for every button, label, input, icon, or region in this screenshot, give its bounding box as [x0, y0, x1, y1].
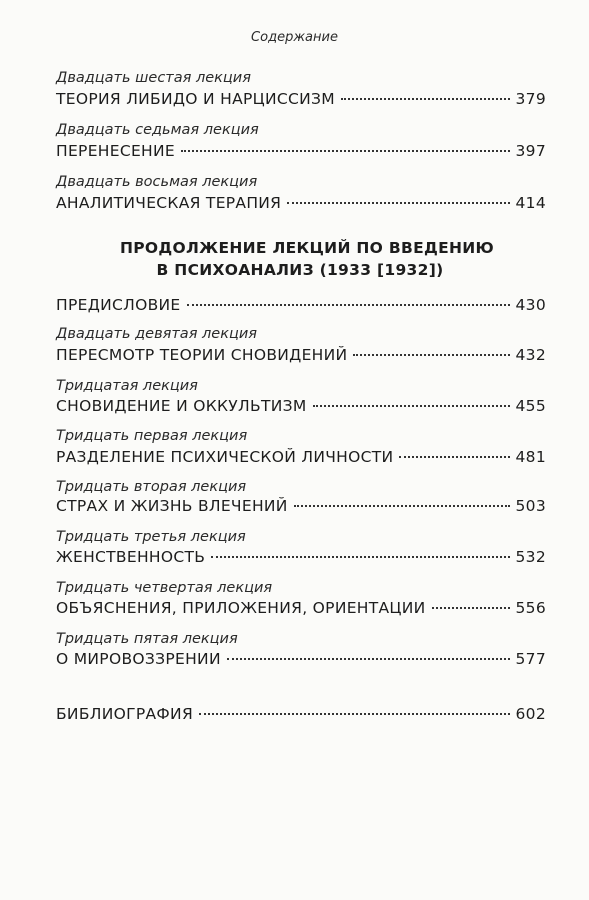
toc-entry-title: ПЕРЕНЕСЕНИЕ	[56, 142, 175, 160]
toc-entry	[56, 296, 546, 314]
toc-subtitle: Двадцать седьмая лекция	[56, 122, 259, 138]
toc-subtitle: Тридцать пятая лекция	[56, 631, 238, 647]
toc-entry-title: СНОВИДЕНИЕ И ОККУЛЬТИЗМ	[56, 397, 307, 415]
toc-entry-page: 577	[515, 650, 546, 668]
toc-entry	[56, 142, 546, 160]
toc-entry	[56, 705, 546, 723]
leader-dots	[294, 505, 510, 507]
toc-entry	[56, 90, 546, 108]
running-header: Содержание	[251, 30, 338, 45]
toc-subtitle: Двадцать шестая лекция	[56, 70, 251, 86]
toc-entry-page: 397	[515, 142, 546, 160]
leader-dots	[432, 607, 510, 609]
toc-subtitle: Тридцать вторая лекция	[56, 479, 247, 495]
toc-entry-title: ЖЕНСТВЕННОСТЬ	[56, 548, 206, 566]
toc-entry	[56, 497, 546, 515]
leader-dots	[181, 150, 510, 152]
toc-entry-title: СТРАХ И ЖИЗНЬ ВЛЕЧЕНИЙ	[56, 497, 288, 515]
leader-dots	[341, 98, 510, 100]
toc-subtitle: Двадцать девятая лекция	[56, 326, 257, 342]
toc-entry	[56, 548, 546, 566]
toc-entry-page: 414	[515, 194, 546, 212]
section-heading	[120, 237, 494, 281]
toc-entry-title: ПРЕДИСЛОВИЕ	[56, 296, 181, 314]
toc-subtitle: Тридцать третья лекция	[56, 529, 246, 545]
toc-entry-title: БИБЛИОГРАФИЯ	[56, 705, 194, 723]
toc-subtitle: Тридцать четвертая лекция	[56, 580, 273, 596]
toc-entry-page: 602	[515, 705, 546, 723]
toc-entry-title: О МИРОВОЗЗРЕНИИ	[56, 650, 221, 668]
toc-entry-title: АНАЛИТИЧЕСКАЯ ТЕРАПИЯ	[56, 194, 282, 212]
section-heading-line: ПРОДОЛЖЕНИЕ ЛЕКЦИЙ ПО ВВЕДЕНИЮ	[120, 239, 494, 257]
toc-entry-title: ТЕОРИЯ ЛИБИДО И НАРЦИССИЗМ	[56, 90, 335, 108]
toc-entry-page: 481	[515, 448, 546, 466]
toc-entry-title: РАЗДЕЛЕНИЕ ПСИХИЧЕСКОЙ ЛИЧНОСТИ	[56, 448, 394, 466]
toc-entry-page: 503	[515, 497, 546, 515]
toc-entry-page: 455	[515, 397, 546, 415]
toc-entry	[56, 346, 546, 364]
toc-entry	[56, 650, 546, 668]
toc-entry	[56, 448, 546, 466]
toc-entry-page: 430	[515, 296, 546, 314]
toc-entry-title: ОБЪЯСНЕНИЯ, ПРИЛОЖЕНИЯ, ОРИЕНТАЦИИ	[56, 599, 426, 617]
leader-dots	[211, 556, 509, 558]
leader-dots	[353, 354, 509, 356]
section-heading-line: В ПСИХОАНАЛИЗ (1933 [1932])	[156, 261, 444, 279]
toc-subtitle: Тридцать первая лекция	[56, 428, 248, 444]
leader-dots	[199, 713, 509, 715]
leader-dots	[313, 405, 510, 407]
toc-entry	[56, 599, 546, 617]
leader-dots	[399, 456, 509, 458]
toc-subtitle: Двадцать восьмая лекция	[56, 174, 258, 190]
leader-dots	[187, 304, 510, 306]
toc-entry	[56, 194, 546, 212]
toc-entry-page: 379	[515, 90, 546, 108]
leader-dots	[227, 658, 510, 660]
toc-entry-page: 432	[515, 346, 546, 364]
toc-entry-page: 556	[515, 599, 546, 617]
leader-dots	[287, 202, 509, 204]
toc-entry	[56, 397, 546, 415]
toc-entry-title: ПЕРЕСМОТР ТЕОРИИ СНОВИДЕНИЙ	[56, 346, 348, 364]
toc-subtitle: Тридцатая лекция	[56, 378, 198, 394]
toc-entry-page: 532	[515, 548, 546, 566]
